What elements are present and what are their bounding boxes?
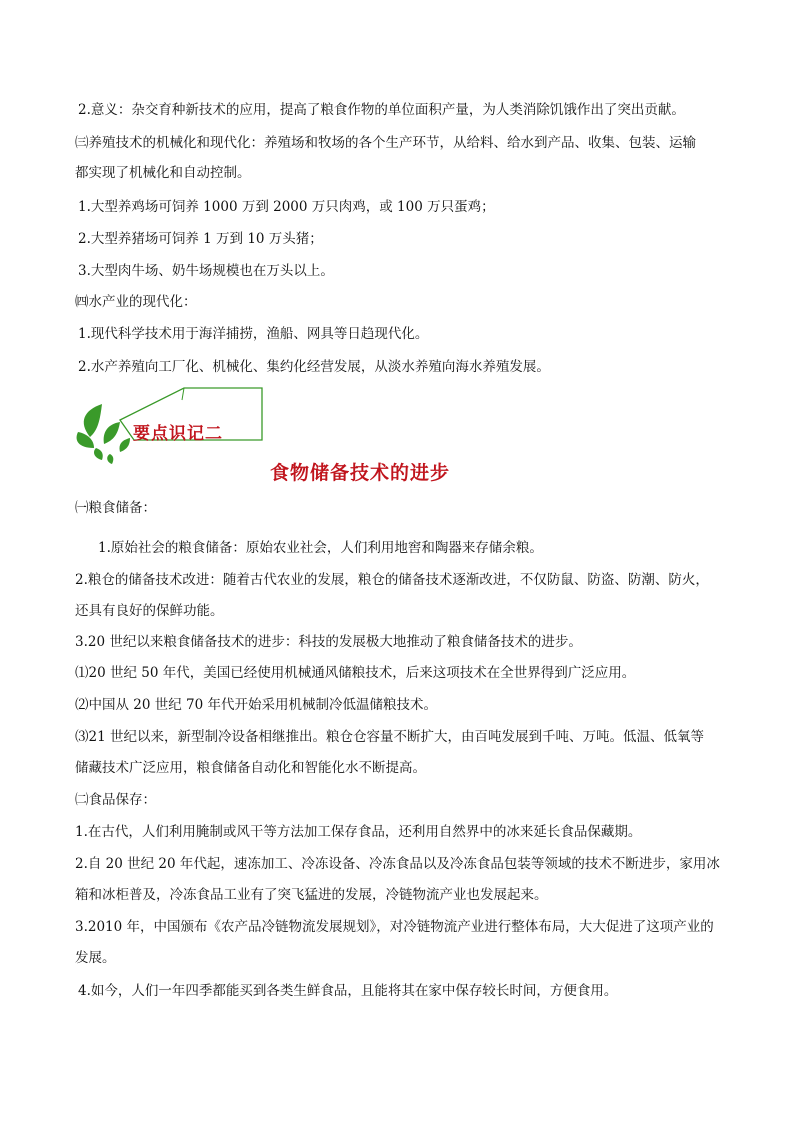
list-item: 2.大型养猪场可饲养 1 万到 10 万头猪； [78, 231, 323, 247]
subheading: ㈠粮食储备： [75, 500, 156, 516]
list-item: 2.水产养殖向工厂化、机械化、集约化经营发展，从淡水养殖向海水养殖发展。 [78, 359, 550, 375]
paragraph: 发展。 [75, 950, 116, 966]
paragraph: 箱和冰柜普及，冷冻食品工业有了突飞猛进的发展，冷链物流产业也发展起来。 [75, 887, 548, 903]
paragraph: 2.自 20 世纪 20 年代起，速冻加工、冷冻设备、冷冻食品以及冷冻食品包装等领域的技术不断进步，家用冰 [75, 856, 720, 872]
list-item: 1.原始社会的粮食储备：原始农业社会，人们利用地窖和陶器来存储余粮。 [98, 540, 543, 556]
paragraph: 2.粮仓的储备技术改进：随着古代农业的发展，粮仓的储备技术逐渐改进，不仅防鼠、防盗、防潮、防火， [75, 572, 709, 588]
list-item: 1.现代科学技术用于海洋捕捞，渔船、网具等日趋现代化。 [78, 326, 429, 342]
list-item: 1.在古代，人们利用腌制或风干等方法加工保存食品，还利用自然界中的冰来延长食品保藏期。 [75, 824, 642, 840]
paragraph: 都实现了机械化和自动控制。 [75, 165, 251, 181]
paragraph: ㈢养殖技术的机械化和现代化：养殖场和牧场的各个生产环节，从给料、给水到产品、收集、包装、运输 [75, 135, 696, 151]
list-item: ⑵中国从 20 世纪 70 年代开始采用机械制冷低温储粮技术。 [75, 697, 438, 713]
paragraph: 储藏技术广泛应用，粮食储备自动化和智能化水不断提高。 [75, 760, 426, 776]
paragraph: 2.意义：杂交育种新技术的应用，提高了粮食作物的单位面积产量，为人类消除饥饿作出了突出贡献。 [78, 102, 685, 118]
paragraph: 3.20 世纪以来粮食储备技术的进步：科技的发展极大地推动了粮食储备技术的进步。 [75, 634, 582, 650]
section-title: 食物储备技术的进步 [270, 462, 451, 484]
paragraph: 3.2010 年，中国颁布《农产品冷链物流发展规划》，对冷链物流产业进行整体布局，大大促进了这项产业的 [75, 919, 714, 935]
list-item: 3.大型肉牛场、奶牛场规模也在万头以上。 [78, 263, 334, 279]
paragraph: ⑶21 世纪以来，新型制冷设备相继推出。粮仓仓容量不断扩大，由百吨发展到千吨、万吨。低温、低氧等 [75, 729, 704, 745]
paragraph: 还具有良好的保鲜功能。 [75, 603, 224, 619]
badge-label: 要点识记二 [133, 424, 223, 444]
subheading: ㈣水产业的现代化： [75, 294, 197, 310]
subheading: ㈡食品保存： [75, 792, 156, 808]
list-item: ⑴20 世纪 50 年代，美国已经使用机械通风储粮技术，后来这项技术在全世界得到广泛应用。 [75, 665, 636, 681]
list-item: 4.如今，人们一年四季都能买到各类生鲜食品，且能将其在家中保存较长时间，方便食用。 [78, 983, 618, 999]
list-item: 1.大型养鸡场可饲养 1000 万到 2000 万只肉鸡，或 100 万只蛋鸡； [78, 199, 495, 215]
